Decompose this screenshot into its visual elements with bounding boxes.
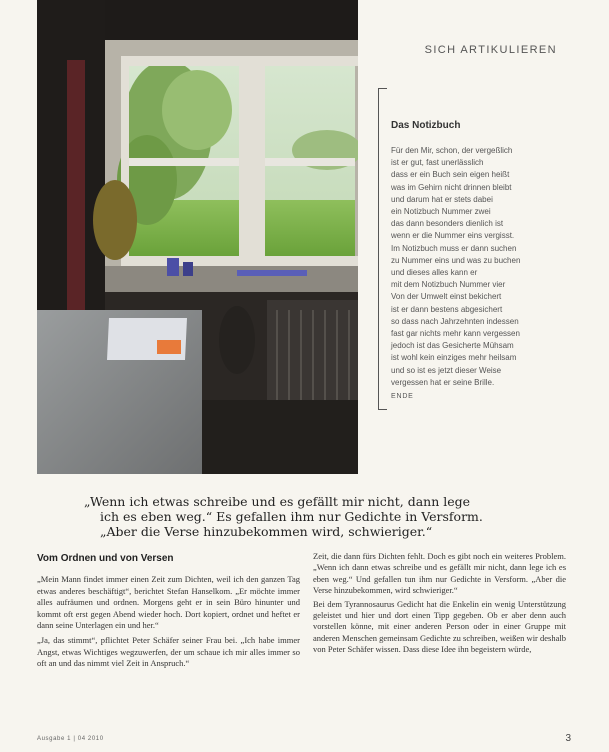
poem-line: wenn er die Nummer eins vergisst. bbox=[391, 231, 515, 241]
poem-line: Für den Mir, schon, der vergeßlich bbox=[391, 146, 513, 155]
article-paragraph: Zeit, die dann fürs Dichten fehlt. Doch es gibt noch ein weiteres Problem. „Wenn ich dann etwas schreibe und es gefällt mir nicht, dann lege ich es eben weg.“ Und gefallen tun ihm nur Gedichte in Versform. „Aber die Verse hinzubekommen, wird schwieriger.“ bbox=[313, 551, 566, 596]
poem-line: ist wohl kein einziges mehr heilsam bbox=[391, 353, 517, 363]
poem-lines bbox=[391, 145, 561, 389]
poem-line: zu Nummer eins und was zu buchen bbox=[391, 255, 521, 265]
article-heading: Vom Ordnen und von Versen bbox=[37, 553, 174, 564]
pull-quote-line: „Aber die Verse hinzubekommen wird, schwieriger.“ bbox=[100, 524, 433, 539]
poem-line: ist er gut, fast unerlässlich bbox=[391, 158, 484, 168]
poem-line: Von der Umwelt einst bekichert bbox=[391, 292, 502, 302]
poem-line: fast gar nichts mehr kann vergessen bbox=[391, 329, 520, 339]
article-paragraph: Bei dem Tyrannosaurus Gedicht hat die Enkelin ein wenig Unterstützung geleistet und hier und dort einen Tipp gegeben. Ob er aber denn auch vorstellen könne, mit einer anderen Person oder in einer Gruppe mit anderen Menschen gemeinsam Gedichte zu schreiben, weißen wir deshalb von Peter Schäfer wissen. Dass diese Idee ihn begeistern würde, bbox=[313, 598, 566, 655]
poem-title: Das Notizbuch bbox=[391, 120, 461, 131]
article-column-right bbox=[313, 551, 566, 658]
poem-line: so dass nach Jahrzehnten indessen bbox=[391, 316, 519, 326]
pull-quote-line: „Wenn ich etwas schreibe und es gefällt mir nicht, dann lege bbox=[84, 494, 471, 509]
poem-line: dass er ein Buch sein eigen heißt bbox=[391, 170, 510, 180]
poem-line: mit dem Notizbuch Nummer vier bbox=[391, 280, 506, 290]
poem-line: vergessen hat er seine Brille. bbox=[391, 377, 495, 387]
pull-quote bbox=[84, 494, 544, 539]
page-number: 3 bbox=[565, 733, 571, 744]
poem-line: das dann besonders dienlich ist bbox=[391, 219, 504, 229]
poem-line: und so ist es jetzt dieser Weise bbox=[391, 365, 502, 375]
sidebar-bracket bbox=[378, 88, 387, 410]
poem-line: Im Notizbuch muss er dann suchen bbox=[391, 243, 517, 253]
poem-line: ist er dann bestens abgesichert bbox=[391, 304, 503, 314]
window-desk-photo bbox=[37, 0, 358, 474]
article-paragraph: „Ja, das stimmt“, pflichtet Peter Schäfer seiner Frau bei. „Ich habe immer Angst, etwas Wichtiges wegzuwerfen, der um schaue ich mir alles immer so oft an und das nimmt viel Zeit in Anspruch.“ bbox=[37, 635, 300, 669]
poem-box bbox=[391, 120, 561, 400]
poem-line: was im Gehirn nicht drinnen bleibt bbox=[391, 182, 512, 192]
poem-author: ENDE bbox=[391, 393, 414, 401]
pull-quote-line: ich es eben weg.“ Es gefallen ihm nur Gedichte in Versform. bbox=[100, 509, 483, 524]
article-column-left bbox=[37, 553, 300, 674]
poem-line: und darum hat er stets dabei bbox=[391, 194, 493, 204]
section-label: SICH ARTIKULIEREN bbox=[424, 44, 557, 56]
article-paragraph: „Mein Mann findet immer einen Zeit zum Dichten, weil ich den ganzen Tag etwas anderes beschäftigt“, berichtet Stefan Hanselkom. „Er möchte immer alles aufräumen und ordnen. Morgens geht er in sein Büro hinunter und kommt oft erst gegen Abend wieder hoch. Dort kopiert, ordnet und heftet er dann seine Unterlagen ein und her.“ bbox=[37, 574, 300, 631]
poem-line: jedoch ist das Gesicherte Mühsam bbox=[391, 341, 514, 351]
poem-line: und dieses alles kann er bbox=[391, 268, 478, 278]
footer-issue: Ausgabe 1 | 04 2010 bbox=[37, 736, 104, 742]
poem-line: ein Notizbuch Nummer zwei bbox=[391, 207, 491, 217]
